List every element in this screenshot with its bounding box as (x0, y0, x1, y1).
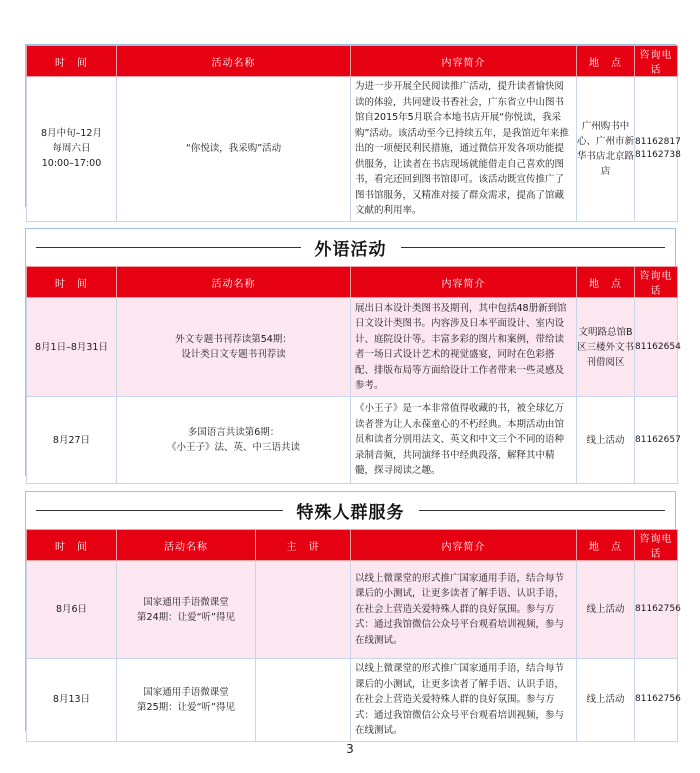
time-line: 8月中旬–12月 (41, 128, 102, 140)
speaker-cell (256, 659, 351, 742)
phone-cell: 81162756 (635, 659, 678, 742)
name-cell (117, 659, 256, 742)
time-cell (27, 77, 117, 222)
header-name: 活动名称 (117, 530, 256, 561)
header-phone: 咨询电话 (635, 46, 678, 77)
time-cell: 8月6日 (27, 561, 117, 659)
place-cell: 线上活动 (577, 397, 635, 484)
header-phone: 咨询电话 (635, 267, 678, 298)
header-place: 地 点 (577, 267, 635, 298)
table-header-row (27, 267, 678, 298)
activity-table-reading (25, 44, 681, 216)
desc-cell: 为进一步开展全民阅读推广活动，提升读者愉快阅读的体验，共同建设书香社会，广东省立中山图书馆自2015年5月联合本地书店开展“你悦读，我采购”活动。该活动至今已持续五年，是我馆近年来推出的一项便民利民措施，通过微信开发各项功能提供服务，让读者在书店现场就能借走自己喜欢的图书，看完还回到图书馆即可。该活动既宣传推广了图书馆服务，又精准对接了群众需求，提高了馆藏文献的利用率。 (351, 77, 577, 222)
name-line: 第24期：让爱“听”得见 (137, 611, 235, 623)
section-title: 特殊人群服务 (283, 503, 419, 523)
table-row (27, 77, 678, 222)
place-cell: 广州购书中心、广州市新华书店北京路店 (577, 77, 635, 222)
reading-table (26, 45, 681, 222)
phone-cell (635, 77, 681, 222)
name-cell (117, 561, 256, 659)
header-speaker: 主 讲 (256, 530, 351, 561)
header-name: 活动名称 (117, 46, 351, 77)
time-cell: 8月27日 (27, 397, 117, 484)
special-groups-table (26, 529, 681, 742)
section-title-bar (26, 229, 675, 266)
place-cell: 文明路总馆B区三楼外文书刊借阅区 (577, 298, 635, 397)
page-number: 3 (346, 742, 354, 756)
time-line: 每周六日 (52, 143, 91, 155)
place-cell: 线上活动 (577, 659, 635, 742)
name-line: 设计类日文专题书刊荐读 (181, 349, 286, 360)
name-line: 外文专题书刊荐读第54期： (175, 334, 292, 345)
header-time: 时 间 (27, 530, 117, 561)
header-name: 活动名称 (117, 267, 351, 298)
name-line: 多国语言共读第6期： (187, 427, 280, 438)
desc-cell: 以线上微课堂的形式推广国家通用手语，结合每节课后的小测试，让更多读者了解手语、认识手语，在社会上营造关爱特殊人群的良好氛围。参与方式：通过我馆微信公众号平台观看培训视频，参与在线测试。 (351, 561, 577, 659)
name-line: 国家通用手语微课堂 (143, 686, 229, 698)
desc-cell: 以线上微课堂的形式推广国家通用手语，结合每节课后的小测试，让更多读者了解手语、认识手语，在社会上营造关爱特殊人群的良好氛围。参与方式：通过我馆微信公众号平台观看培训视频，参与在线测试。 (351, 659, 577, 742)
header-place: 地 点 (577, 46, 635, 77)
section-title-bar (26, 492, 675, 529)
name-cell: “你悦读，我采购”活动 (117, 77, 351, 222)
table-row (27, 298, 678, 397)
header-desc: 内容简介 (351, 267, 577, 298)
table-row (27, 561, 678, 659)
desc-cell: 展出日本设计类图书及期刊，其中包括48册新到馆日文设计类图书。内容涉及日本平面设计、室内设计、庭院设计等。丰富多彩的图片和案例，带给读者一场日式设计艺术的视觉盛宴，同时在色彩搭配、排版布局等方面给设计工作者带来一些灵感及参考。 (351, 298, 577, 397)
table-row (27, 397, 678, 484)
phone-number: 81162738 (635, 149, 681, 160)
phone-cell: 81162654 (635, 298, 678, 397)
name-cell (117, 397, 351, 484)
header-desc: 内容简介 (351, 530, 577, 561)
name-line: 国家通用手语微课堂 (143, 596, 229, 608)
section-title: 外语活动 (301, 240, 401, 260)
activity-table-special-groups (25, 491, 681, 736)
table-header-row (27, 46, 678, 77)
header-time: 时 间 (27, 46, 117, 77)
time-line: 10:00–17:00 (41, 158, 102, 170)
speaker-cell (256, 561, 351, 659)
activity-table-foreign-language (25, 228, 681, 477)
table-header-row (27, 530, 678, 561)
phone-cell: 81162756 (635, 561, 678, 659)
name-line: 第25期：让爱“听”得见 (137, 701, 235, 713)
foreign-language-table (26, 266, 681, 484)
time-cell: 8月1日–8月31日 (27, 298, 117, 397)
header-desc: 内容简介 (351, 46, 577, 77)
time-cell: 8月13日 (27, 659, 117, 742)
table-row (27, 659, 678, 742)
name-cell (117, 298, 351, 397)
header-time: 时 间 (27, 267, 117, 298)
header-place: 地 点 (577, 530, 635, 561)
name-line: 《小王子》法、英、中三语共读 (166, 442, 300, 453)
place-cell: 线上活动 (577, 561, 635, 659)
phone-number: 81162817 (635, 136, 681, 147)
header-phone: 咨询电话 (635, 530, 678, 561)
phone-cell: 81162657 (635, 397, 678, 484)
desc-cell: 《小王子》是一本非常值得收藏的书，被全球亿万读者誉为让人永葆童心的不朽经典。本期活动由馆员和读者分别用法文、英文和中文三个不同的语种录制音频，共同演绎书中经典段落，解释其中精髓，探寻阅读之趣。 (351, 397, 577, 484)
